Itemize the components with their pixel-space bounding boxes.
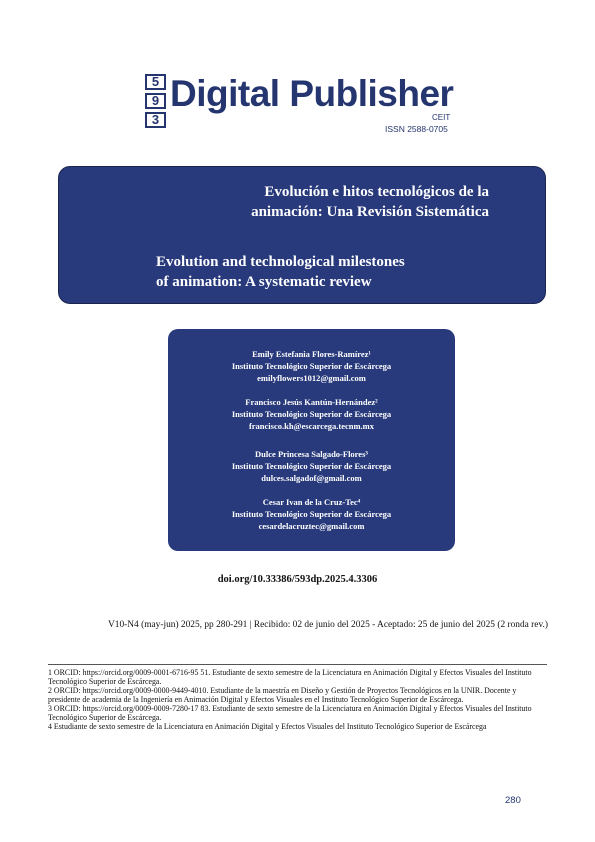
logo-title: Digital Publisher — [170, 73, 454, 114]
doi-link[interactable]: doi.org/10.33386/593dp.2025.4.3306 — [217, 574, 378, 585]
author-block — [168, 496, 455, 532]
author-name: Francisco Jesús Kantún-Hernández² — [245, 397, 378, 407]
title-line: of animation: A systematic review — [156, 274, 372, 290]
author-institution: Instituto Tecnológico Superior de Escárcega — [231, 409, 392, 419]
publication-metadata: V10-N4 (may-jun) 2025, pp 280-291 | Recibido: 02 de junio del 2025 - Aceptado: 25 de junio del 2025 (2 ronda rev.) — [108, 620, 548, 630]
footnote: 1 ORCID: https://orcid.org/0009-0001-6716-95 51. Estudiante de sexto semestre de la Licenciatura en Animación Digital y Efectos Visuales del Instituto Tecnológico Superior de Escárcega. — [48, 668, 532, 686]
logo-digit: 5 — [145, 74, 166, 90]
title-line: animación: Una Revisión Sistemática — [251, 204, 489, 220]
footnote-divider — [48, 664, 547, 665]
logo-digit: 3 — [145, 112, 166, 128]
footnote: 2 ORCID: https://orcid.org/0009-0000-9449-4010. Estudiante de la maestría en Diseño y Gestión de Proyectos Tecnológicos en la UNIR. Docente y presidente de academia de la Ingeniería en Animación Digital y Efectos Visuales en el Instituto Tecnológico Superior de Escárcega. — [48, 686, 517, 704]
author-name: Dulce Princesa Salgado-Flores³ — [255, 449, 368, 459]
logo-number-stack — [145, 74, 166, 131]
english-title — [156, 252, 456, 292]
author-block — [168, 348, 455, 384]
author-block — [168, 396, 455, 432]
spanish-title — [159, 182, 489, 222]
authors-panel — [168, 329, 455, 551]
footnotes — [48, 668, 548, 731]
journal-logo — [145, 70, 465, 140]
author-institution: Instituto Tecnológico Superior de Escárcega — [231, 509, 392, 519]
author-block — [168, 448, 455, 484]
author-email[interactable]: cesardelacruztec@gmail.com — [258, 521, 365, 531]
page-number: 280 — [505, 795, 521, 806]
author-name: Cesar Ivan de la Cruz-Tec⁴ — [262, 497, 361, 507]
logo-subtitle: CEIT — [432, 113, 451, 122]
author-email[interactable]: emilyflowers1012@gmail.com — [257, 373, 366, 383]
title-line: Evolución e hitos tecnológicos de la — [264, 184, 489, 200]
footnote: 4 Estudiante de sexto semestre de la Licenciatura en Animación Digital y Efectos Visuales del Instituto Tecnológico Superior de Escárcega — [48, 722, 487, 731]
author-email[interactable]: francisco.kh@escarcega.tecnm.mx — [248, 421, 375, 431]
author-institution: Instituto Tecnológico Superior de Escárcega — [231, 461, 392, 471]
footnote: 3 ORCID: https://orcid.org/0009-0009-7280-17 83. Estudiante de sexto semestre de la Licenciatura en Animación Digital y Efectos Visuales del Instituto Tecnológico Superior de Escárcega. — [48, 704, 532, 722]
title-line: Evolution and technological milestones — [156, 254, 405, 270]
author-institution: Instituto Tecnológico Superior de Escárcega — [231, 361, 392, 371]
author-name: Emily Estefania Flores-Ramírez¹ — [252, 349, 371, 359]
title-panel — [58, 166, 546, 304]
logo-digit: 9 — [145, 93, 166, 109]
issn-label: ISSN 2588-0705 — [385, 124, 448, 134]
author-email[interactable]: dulces.salgadof@gmail.com — [261, 473, 362, 483]
